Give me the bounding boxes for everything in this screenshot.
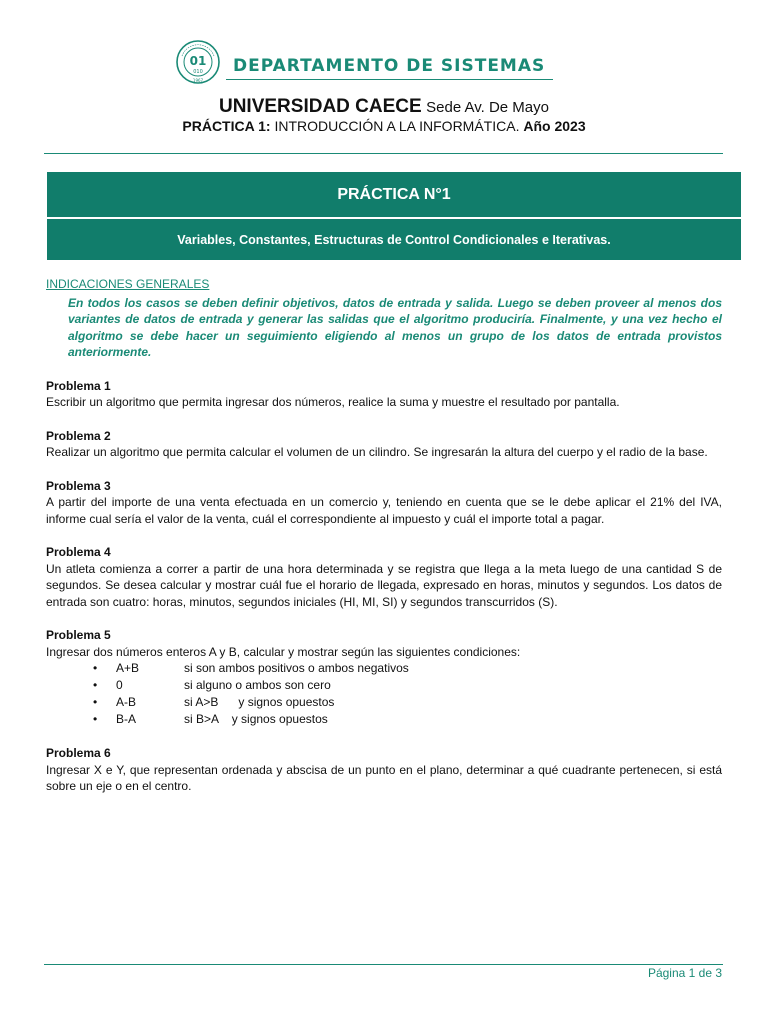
problem-text: Un atleta comienza a correr a partir de una hora determinada y se registra que llega a la meta luego de una cantidad S de segundos. Se desea calcular y mostrar cuál fue el horario de llegada, expresado en horas, minutos y segundos. Los datos de entrada son cuatro: horas, minutos, segundos iniciales (HI, MI, SI) y segundos transcurridos (S). [46, 561, 722, 609]
footer-divider [44, 964, 723, 965]
department-underline [226, 79, 553, 80]
bullet-icon: • [93, 678, 98, 692]
university-heading [0, 96, 768, 118]
problem-5 [46, 627, 722, 728]
practice-label: PRÁCTICA 1: [182, 118, 271, 134]
problem-2 [46, 428, 722, 461]
condition-expression: B-A [116, 712, 137, 726]
svg-text:1967: 1967 [192, 78, 204, 83]
problem-title: Problema 2 [46, 428, 111, 443]
problem-text: A partir del importe de una venta efectuada en un comercio y, teniendo en cuenta que se le debe aplicar el 21% del IVA, informe cual sería el valor de la venta, cuál el correspondiente al impuesto y cuál el importe total a pagar. [46, 495, 722, 526]
problem-title: Problema 3 [46, 478, 111, 493]
indications-text: En todos los casos se deben definir objetivos, datos de entrada y salida. Luego se deben proveer al menos dos variantes de datos de entrada y generar las salidas que el algoritmo produciría. Finalmente, y una vez hecho el algoritmo se debe hacer un seguimiento eligiendo al menos un grupo de los datos de entrada provistos anteriormente. [68, 295, 722, 359]
practice-title-banner [47, 172, 741, 217]
condition-text: si son ambos positivos o ambos negativos [184, 661, 409, 675]
condition-expression: 0 [116, 678, 123, 692]
practice-subtitle [0, 118, 768, 134]
document-body [46, 276, 722, 795]
practice-topic-banner [47, 219, 741, 260]
practice-topic: Variables, Constantes, Estructuras de Control Condicionales e Iterativas. [177, 232, 611, 247]
practice-subject: INTRODUCCIÓN A LA INFORMÁTICA. [274, 118, 520, 134]
practice-title: PRÁCTICA N°1 [337, 185, 451, 203]
bullet-icon: • [93, 712, 98, 726]
problem-title: Problema 1 [46, 378, 111, 393]
problem-title: Problema 6 [46, 746, 111, 760]
condition-text: si A>B y signos opuestos [184, 695, 335, 709]
problem-6 [46, 745, 722, 795]
problem-4 [46, 544, 722, 610]
problem-1 [46, 378, 722, 411]
bullet-icon: • [93, 695, 98, 709]
header-divider [44, 153, 723, 154]
condition-expression: A+B [116, 661, 140, 675]
university-name: UNIVERSIDAD CAECE [218, 96, 422, 117]
condition-text: si alguno o ambos son cero [184, 678, 331, 692]
department-title: DEPARTAMENTO DE SISTEMAS [233, 56, 546, 76]
problem-title: Problema 5 [46, 628, 111, 642]
problem-title: Problema 4 [46, 545, 111, 559]
problem-3 [46, 478, 722, 528]
list-item [46, 660, 722, 677]
page-number: Página 1 de 3 [647, 966, 722, 980]
condition-text: si B>A y signos opuestos [184, 712, 328, 726]
problem-text: Ingresar dos números enteros A y B, calcular y mostrar según las siguientes condiciones: [46, 644, 521, 659]
practice-year: Año 2023 [523, 118, 586, 134]
problem-text: Escribir un algoritmo que permita ingresar dos números, realice la suma y muestre el resultado por pantalla. [46, 395, 620, 409]
problem-text: Ingresar X e Y, que representan ordenada y abscisa de un punto en el plano, determinar a qué cuadrante pertenecen, si está sobre un eje o en el centro. [46, 762, 722, 793]
list-item [46, 711, 722, 728]
conditions-list [46, 660, 722, 728]
indications-title: INDICACIONES GENERALES [46, 277, 210, 291]
list-item [46, 694, 722, 711]
bullet-icon: • [93, 661, 98, 675]
university-seal-logo [176, 40, 220, 84]
condition-expression: A-B [116, 695, 137, 709]
svg-text:01: 01 [189, 54, 207, 68]
problem-text: Realizar un algoritmo que permita calcular el volumen de un cilindro. Se ingresarán la altura del cuerpo y el radio de la base. [46, 445, 708, 459]
campus-name: Sede Av. De Mayo [426, 99, 549, 116]
list-item [46, 677, 722, 694]
svg-text:010: 010 [193, 69, 203, 75]
